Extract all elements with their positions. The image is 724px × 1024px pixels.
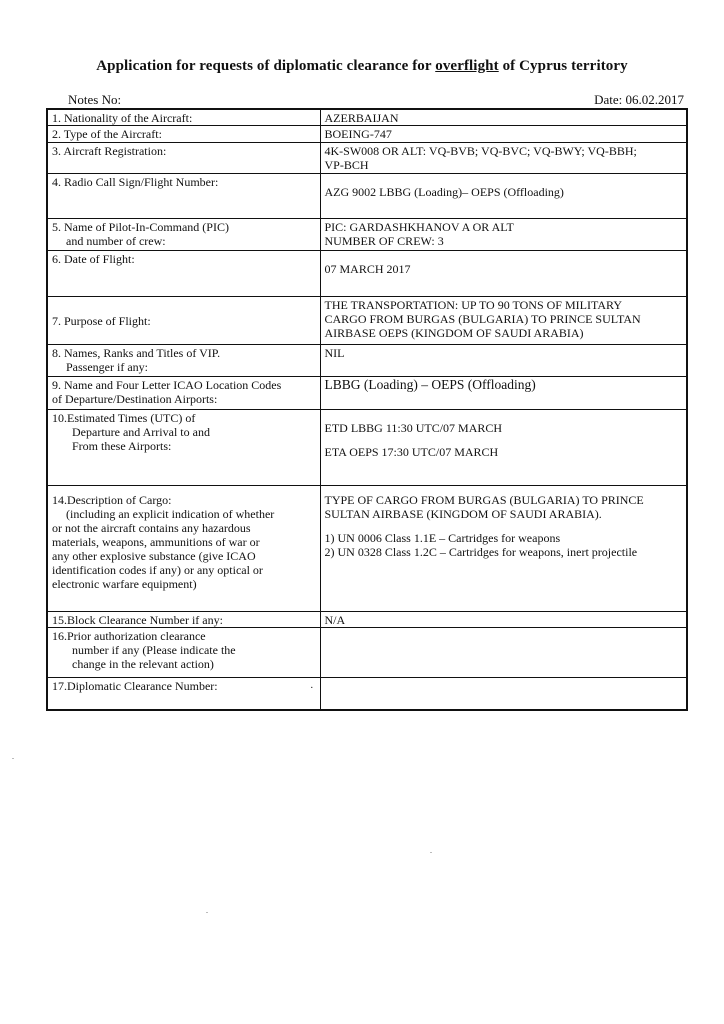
clearance-form-table xyxy=(46,108,688,711)
label-block-clearance: 15.Block Clearance Number if any: xyxy=(47,612,320,628)
cargo-label-line-6: identification codes if any) or any optical or xyxy=(52,563,263,577)
form-date: Date: 06.02.2017 xyxy=(594,92,684,107)
row-icao-codes xyxy=(47,377,687,410)
cargo-item-2: 2) UN 0328 Class 1.2C – Cartridges for weapons, inert projectile xyxy=(324,545,638,559)
form-title xyxy=(0,58,724,75)
label-diplomatic-clearance xyxy=(47,678,320,710)
value-aircraft-type: BOEING-747 xyxy=(320,126,687,143)
label-aircraft-type: 2. Type of the Aircraft: xyxy=(47,126,320,143)
call-sign-text: AZG 9002 LBBG (Loading)– OEPS (Offloading) xyxy=(324,185,564,199)
cargo-label-line-5: any other explosive substance (give ICAO xyxy=(52,549,256,563)
pilot-label-line-2: and number of crew: xyxy=(66,234,166,248)
label-registration: 3. Aircraft Registration: xyxy=(47,143,320,174)
row-flight-date xyxy=(47,251,687,297)
purpose-line-1: THE TRANSPORTATION: UP TO 90 TONS OF MILITARY xyxy=(324,298,623,312)
scan-speck xyxy=(12,758,14,759)
row-pilot xyxy=(47,219,687,251)
row-prior-authorization xyxy=(47,628,687,678)
scan-speck xyxy=(206,912,208,913)
value-call-sign xyxy=(320,174,687,219)
vip-label-line-1: 8. Names, Ranks and Titles of VIP. xyxy=(52,346,221,360)
value-cargo xyxy=(320,486,687,612)
label-call-sign: 4. Radio Call Sign/Flight Number: xyxy=(47,174,320,219)
notes-number-label: Notes No: xyxy=(68,92,122,107)
title-text-start: Application for requests of diplomatic clearance for xyxy=(96,58,436,74)
label-vip xyxy=(47,345,320,377)
vip-label-line-2: Passenger if any: xyxy=(66,360,148,374)
prior-label-line-2: number if any (Please indicate the xyxy=(72,643,236,657)
label-flight-date: 6. Date of Flight: xyxy=(47,251,320,297)
cargo-item-1: 1) UN 0006 Class 1.1E – Cartridges for weapons xyxy=(324,531,561,545)
row-call-sign xyxy=(47,174,687,219)
cargo-line-2: SULTAN AIRBASE (KINGDOM OF SAUDI ARABIA). xyxy=(324,507,602,521)
value-pilot xyxy=(320,219,687,251)
value-registration xyxy=(320,143,687,174)
pilot-label-line-1: 5. Name of Pilot-In-Command (PIC) xyxy=(52,220,229,234)
pilot-name: PIC: GARDASHKHANOV A OR ALT xyxy=(324,220,514,234)
label-pilot xyxy=(47,219,320,251)
cargo-label-line-4: materials, weapons, ammunitions of war or xyxy=(52,535,260,549)
cargo-label-line-1: 14.Description of Cargo: xyxy=(52,493,172,507)
value-purpose xyxy=(320,297,687,345)
cargo-label-line-2: (including an explicit indication of whether xyxy=(66,507,275,521)
value-diplomatic-clearance xyxy=(320,678,687,710)
row-estimated-times xyxy=(47,410,687,486)
row-nationality xyxy=(47,109,687,126)
stray-mark: · xyxy=(310,683,314,694)
label-icao-codes xyxy=(47,377,320,410)
diplomatic-clearance-label-text: 17.Diplomatic Clearance Number: xyxy=(52,679,218,693)
label-purpose: 7. Purpose of Flight: xyxy=(47,297,320,345)
value-icao-codes: LBBG (Loading) – OEPS (Offloading) xyxy=(320,377,687,410)
icao-label-line-2: of Departure/Destination Airports: xyxy=(52,392,218,406)
value-estimated-times xyxy=(320,410,687,486)
times-label-line-1: 10.Estimated Times (UTC) of xyxy=(52,411,196,425)
row-diplomatic-clearance xyxy=(47,678,687,710)
row-cargo xyxy=(47,486,687,612)
row-purpose xyxy=(47,297,687,345)
times-label-line-2: Departure and Arrival to and xyxy=(72,425,210,439)
row-registration xyxy=(47,143,687,174)
prior-label-line-3: change in the relevant action) xyxy=(72,657,214,671)
value-nationality: AZERBAIJAN xyxy=(320,109,687,126)
row-vip xyxy=(47,345,687,377)
cargo-label-line-7: electronic warfare equipment) xyxy=(52,577,197,591)
row-block-clearance xyxy=(47,612,687,628)
value-vip: NIL xyxy=(320,345,687,377)
purpose-line-2: CARGO FROM BURGAS (BULGARIA) TO PRINCE SULTAN xyxy=(324,312,641,326)
value-prior-authorization xyxy=(320,628,687,678)
title-text-end: of Cyprus territory xyxy=(498,58,628,74)
label-nationality: 1. Nationality of the Aircraft: xyxy=(47,109,320,126)
label-prior-authorization xyxy=(47,628,320,678)
purpose-line-3: AIRBASE OEPS (KINGDOM OF SAUDI ARABIA) xyxy=(324,326,584,340)
eta-text: ETA OEPS 17:30 UTC/07 MARCH xyxy=(324,445,499,459)
registration-line-2: VP-BCH xyxy=(324,158,369,172)
etd-text: ETD LBBG 11:30 UTC/07 MARCH xyxy=(324,421,503,435)
label-cargo xyxy=(47,486,320,612)
value-block-clearance: N/A xyxy=(320,612,687,628)
row-aircraft-type xyxy=(47,126,687,143)
times-label-line-3: From these Airports: xyxy=(72,439,172,453)
title-underlined-word: overflight xyxy=(435,58,499,74)
cargo-line-1: TYPE OF CARGO FROM BURGAS (BULGARIA) TO PRINCE xyxy=(324,493,644,507)
prior-label-line-1: 16.Prior authorization clearance xyxy=(52,629,206,643)
icao-label-line-1: 9. Name and Four Letter ICAO Location Codes xyxy=(52,378,282,392)
scan-speck xyxy=(430,852,432,853)
flight-date-text: 07 MARCH 2017 xyxy=(324,262,411,276)
label-estimated-times xyxy=(47,410,320,486)
registration-line-1: 4K-SW008 OR ALT: VQ-BVB; VQ-BVC; VQ-BWY; VQ-BBH; xyxy=(324,144,637,158)
crew-count: NUMBER OF CREW: 3 xyxy=(324,234,444,248)
value-flight-date xyxy=(320,251,687,297)
cargo-label-line-3: or not the aircraft contains any hazardous xyxy=(52,521,251,535)
